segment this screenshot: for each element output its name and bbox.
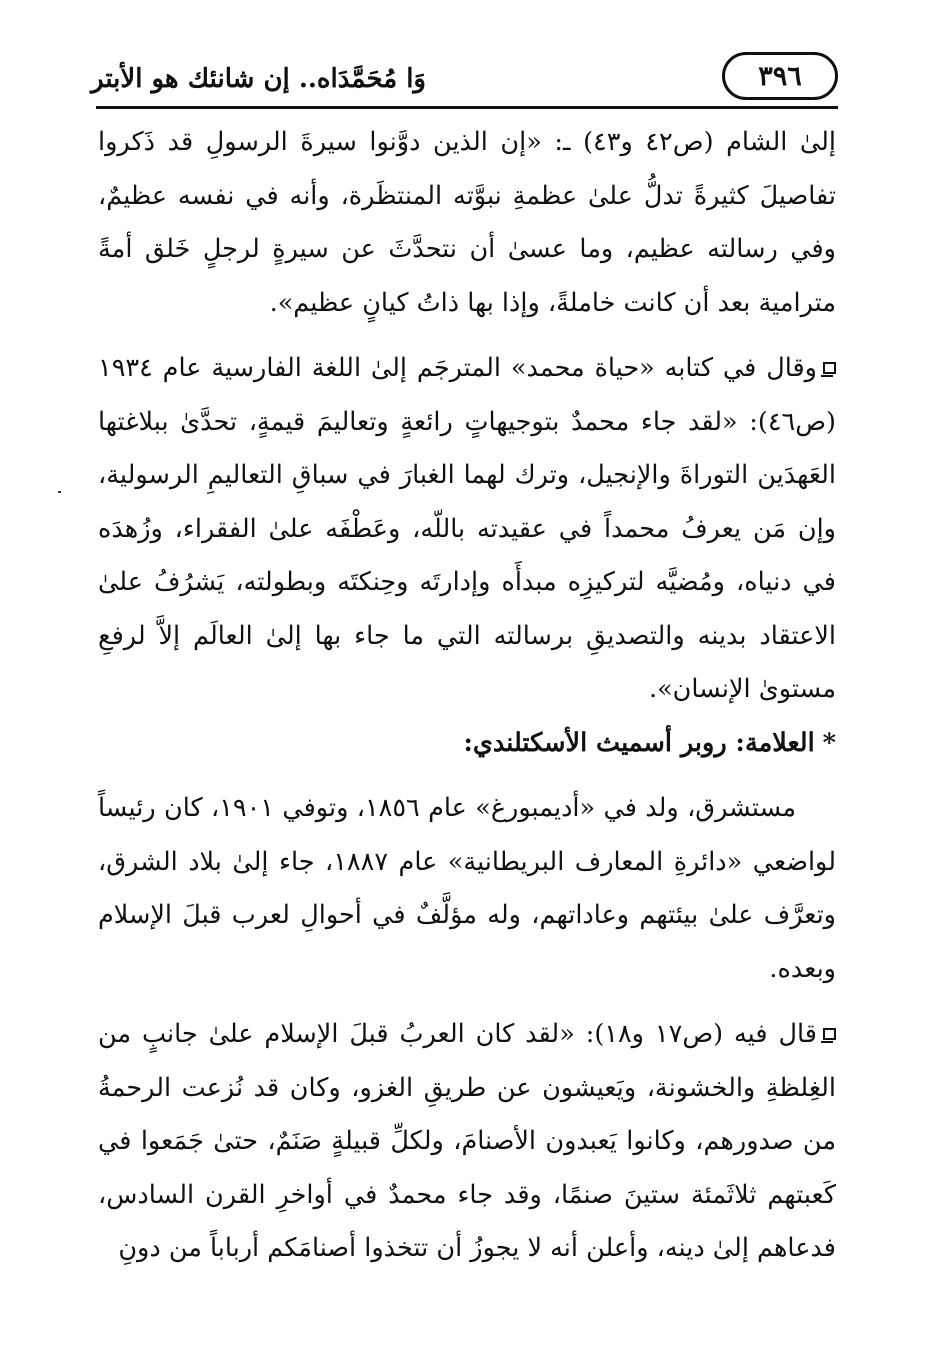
running-title: وَا مُحَمَّدَاه.. إن شانئك هو الأبتر xyxy=(90,64,426,94)
page-header xyxy=(90,52,838,108)
margin-speck xyxy=(58,491,61,493)
page-number-badge xyxy=(722,52,838,100)
paragraph-quote-2-text: وقال في كتابه «حياة محمد» المترجَم إلىٰ اللغة الفارسية عام ١٩٣٤ (ص٤٦): «لقد جاء محمدٌ بتوجيهاتٍ رائعةٍ وتعاليمَ قيمةٍ، تحدَّىٰ ببلاغتها العَهدَين التوراةَ والإنجيل، وترك لهما الغبارَ في سباقِ التعاليمِ الرسولية، وإن مَن يعرفُ محمداً في عقيدته باللّه، وعَطْفَه علىٰ الفقراء، وزُهدَه في دنياه، ومُضيَّه لتركيزِه مبدأَه وإدارتَه وحِنكتَه وبطولته، يَشرُفُ علىٰ الاعتقاد بدينه والتصديقِ برسالته التي ما جاء بها إلىٰ العالَم إلاَّ لرفعِ مستوىٰ الإنسان». xyxy=(98,353,836,704)
quote-marker-icon xyxy=(823,362,836,374)
quote-marker-icon xyxy=(823,1028,836,1040)
paragraph-quote-2 xyxy=(98,342,836,717)
section-heading xyxy=(98,717,836,771)
paragraph-quote-3 xyxy=(98,1008,836,1276)
paragraph-quote-1: إلىٰ الشام (ص٤٢ و٤٣) ـ: «إن الذين دوَّنوا سيرةَ الرسولِ قد ذَكروا تفاصيلَ كثيرةً تدلُّ علىٰ عظمةِ نبوَّته المنتظَرة، وأنه في نفسه عظيمٌ، وفي رسالته عظيم، وما عسىٰ أن نتحدَّثَ عن سيرةٍ لرجلٍ خَلق أمةً مترامية بعد أن كانت خاملةً، وإذا بها ذاتُ كيانٍ عظيم». xyxy=(98,127,837,318)
paragraph-quote-3-text: قال فيه (ص١٧ و١٨): «لقد كان العربُ قبلَ الإسلام علىٰ جانبٍ من الغِلظةِ والخشونة، ويَعيشون عن طريقِ الغزو، وكان قد نُزعت الرحمةُ من صدورهم، وكانوا يَعبدون الأصنامَ، ولكلِّ قبيلةٍ صَنَمٌ، حتىٰ جَمَعوا في كَعبتهم ثلاثَمئة ستينَ صنمًا، وقد جاء محمدٌ في أواخرِ القرن السادس، فدعاهم إلىٰ دينه، وأعلن أنه لا يجوزُ أن تتخذوا أصنامَكم أرباباً من دونِ xyxy=(98,1019,836,1263)
paragraph-bio: مستشرق، ولد في «أديمبورغ» عام ١٨٥٦، وتوفي ١٩٠١، كان رئيساً لواضعي «دائرةِ المعارف البريطانية» عام ١٨٨٧، جاء إلىٰ بلاد الشرق، وتعرَّف علىٰ بيئتهم وعاداتهم، وله مؤلَّفٌ في أحوالِ لعرب قبلَ الإسلام وبعده. xyxy=(98,793,837,984)
section-heading-text: العلامة: روبر أسميث الأسكتلندي: xyxy=(463,727,815,758)
page-number: ٣٩٦ xyxy=(758,60,802,92)
body-text xyxy=(98,116,836,1276)
asterisk-icon: * xyxy=(822,727,836,758)
header-rule xyxy=(96,106,838,109)
